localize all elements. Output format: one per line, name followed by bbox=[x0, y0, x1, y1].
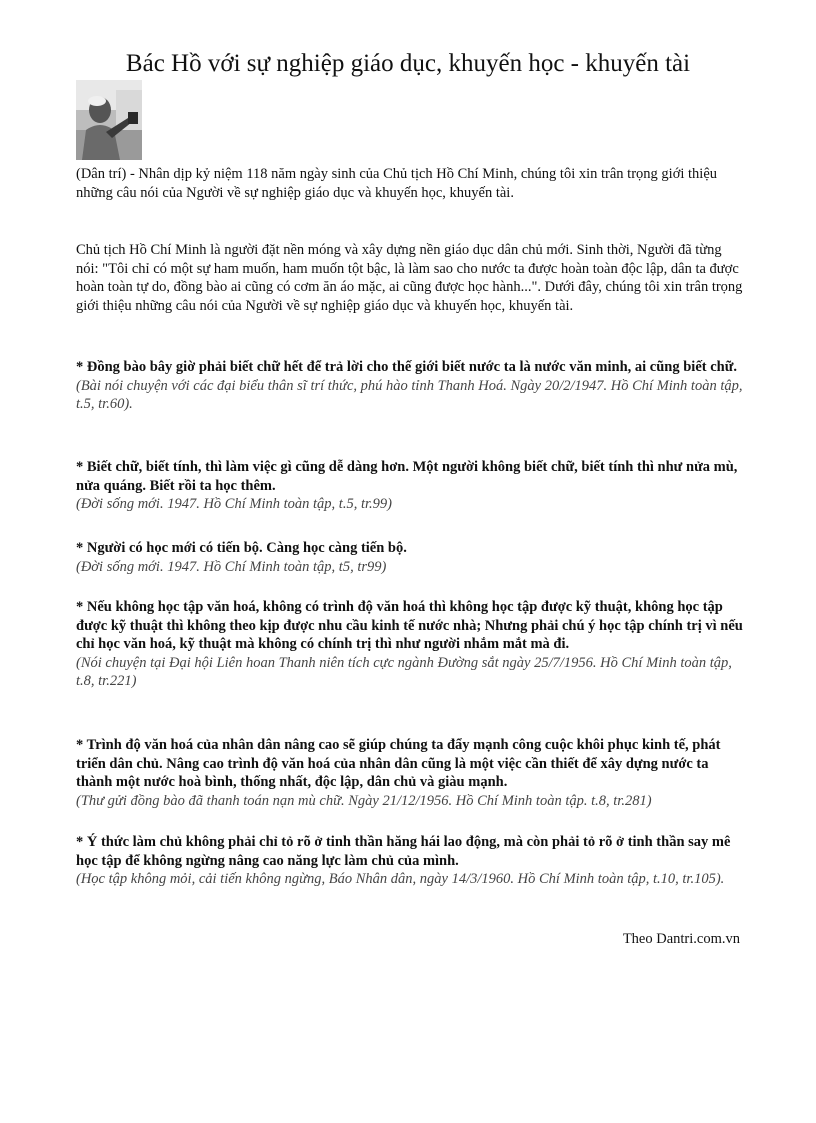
article-lead-paragraph: Chủ tịch Hồ Chí Minh là người đặt nền móng và xây dựng nền giáo dục dân chủ mới. Sinh thời, Người đã từng nói: "Tôi chỉ có một sự ham muốn, ham muốn tột bậc, là làm sao cho nước ta được hoàn toàn độc lập, dân ta được hoàn toàn tự do, đồng bào ai cũng có cơm ăn áo mặc, ai cũng được học hành...". Dưới đây, chúng tôi xin trân trọng giới thiệu những câu nói của Người về sự nghiệp giáo dục và khuyến học, khuyến tài. bbox=[76, 242, 743, 314]
portrait-photo-image bbox=[76, 80, 142, 160]
quote-block bbox=[76, 358, 746, 414]
quote-source: (Bài nói chuyện với các đại biểu thân sĩ trí thức, phú hào tỉnh Thanh Hoá. Ngày 20/2/1947. Hồ Chí Minh toàn tập, t.5, tr.60). bbox=[76, 377, 743, 412]
quote-text: * Ý thức làm chủ không phải chỉ tỏ rõ ở tinh thần hăng hái lao động, mà còn phải tỏ rõ ở tinh thần say mê học tập để không ngừng nâng cao năng lực làm chủ của mình. bbox=[76, 834, 731, 869]
quote-text: * Người có học mới có tiến bộ. Càng học càng tiến bộ. bbox=[76, 540, 407, 556]
quote-block bbox=[76, 833, 746, 889]
quote-source: (Đời sống mới. 1947. Hồ Chí Minh toàn tập, t.5, tr.99) bbox=[76, 496, 392, 512]
quote-source: (Đời sống mới. 1947. Hồ Chí Minh toàn tập, t5, tr99) bbox=[76, 558, 387, 575]
quote-block bbox=[76, 539, 746, 576]
quote-text: * Đồng bào bây giờ phải biết chữ hết để trả lời cho thế giới biết nước ta là nước văn minh, ai cũng biết chữ. bbox=[76, 359, 738, 375]
quote-source: (Học tập không mỏi, cải tiến không ngừng, Báo Nhân dân, ngày 14/3/1960. Hồ Chí Minh toàn tập, t.10, tr.105). bbox=[76, 871, 725, 887]
quote-block bbox=[76, 598, 746, 691]
quote-block bbox=[76, 736, 746, 810]
quote-text: * Biết chữ, biết tính, thì làm việc gì cũng dễ dàng hơn. Một người không biết chữ, biết tính thì như nửa mù, nửa quáng. Biết rồi ta học thêm. bbox=[76, 459, 738, 494]
article-title: Bác Hồ với sự nghiệp giáo dục, khuyến học - khuyến tài bbox=[125, 50, 691, 77]
quote-block bbox=[76, 458, 746, 514]
source-credit: Theo Dantri.com.vn bbox=[622, 931, 740, 947]
portrait-photo bbox=[76, 80, 142, 160]
quote-text: * Trình độ văn hoá của nhân dân nâng cao sẽ giúp chúng ta đẩy mạnh công cuộc khôi phục kinh tế, phát triển dân chủ. Nâng cao trình độ văn hoá của nhân dân cũng là một việc cần thiết để xây dựng nước ta thành một nước hoà bình, thống nhất, độc lập, dân chủ và giàu mạnh. bbox=[76, 737, 721, 790]
quote-text: * Nếu không học tập văn hoá, không có trình độ văn hoá thì không học tập được kỹ thuật, không học tập được kỹ thuật thì không theo kịp được nhu cầu kinh tế nước nhà; Nhưng phải chú ý học tập chính trị vì nếu chỉ học văn hoá, kỹ thuật mà không có chính trị thì như người nhắm mắt mà đi. bbox=[76, 599, 743, 652]
quote-source: (Nói chuyện tại Đại hội Liên hoan Thanh niên tích cực ngành Đường sắt ngày 25/7/1956. Hồ Chí Minh toàn tập, t.8, tr.221) bbox=[76, 654, 732, 689]
article-intro: (Dân trí) - Nhân dịp kỷ niệm 118 năm ngày sinh của Chủ tịch Hồ Chí Minh, chúng tôi xin trân trọng giới thiệu những câu nói của Người về sự nghiệp giáo dục và khuyến học, khuyến tài. bbox=[76, 166, 718, 201]
quote-source: (Thư gửi đồng bào đã thanh toán nạn mù chữ. Ngày 21/12/1956. Hồ Chí Minh toàn tập. t.8, tr.281) bbox=[76, 792, 652, 809]
